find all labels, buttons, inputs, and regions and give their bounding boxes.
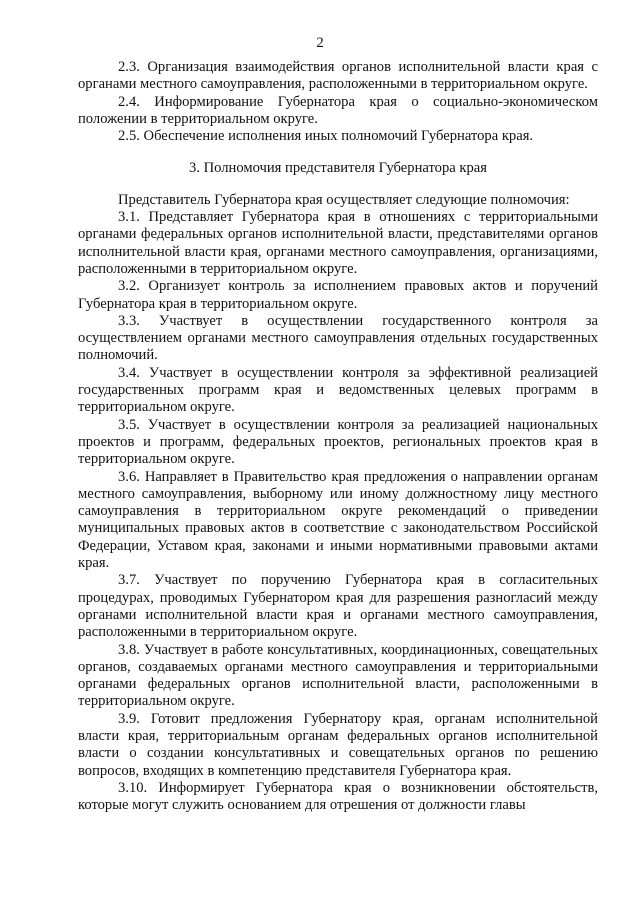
paragraph-3-8: 3.8. Участвует в работе консультативных, координационных, совещательных органов, создаваемых органами местного самоуправления и территориальными органами федеральных органов исполнительной власти, расположенными в территориальном округе.	[78, 641, 598, 710]
paragraph-3-9: 3.9. Готовит предложения Губернатору края, органам исполнительной власти края, территориальным органам федеральных органов исполнительной власти о создании консультативных и совещательных органов по решению вопросов, входящих в компетенцию представителя Губернатора края.	[78, 710, 598, 779]
page-number: 2	[316, 35, 324, 51]
section-heading: 3. Полномочия представителя Губернатора края	[189, 160, 487, 177]
paragraph-intro: Представитель Губернатора края осуществляет следующие полномочия:	[118, 191, 570, 208]
document-body	[78, 59, 598, 814]
paragraph-3-4: 3.4. Участвует в осуществлении контроля за эффективной реализацией государственных программ края и ведомственных целевых программ в территориальном округе.	[78, 364, 598, 416]
paragraph-2-5: 2.5. Обеспечение исполнения иных полномочий Губернатора края.	[118, 128, 534, 145]
paragraph-3-5: 3.5. Участвует в осуществлении контроля за реализацией национальных проектов и программ, федеральных проектов, региональных проектов края в территориальном округе.	[78, 416, 598, 468]
paragraph-3-2: 3.2. Организует контроль за исполнением правовых актов и поручений Губернатора края в территориальном округе.	[78, 278, 598, 312]
paragraph-3-3: 3.3. Участвует в осуществлении государственного контроля за осуществлением органами местного самоуправления отдельных государственных полномочий.	[78, 312, 598, 364]
paragraph-2-3: 2.3. Организация взаимодействия органов исполнительной власти края с органами местного самоуправления, расположенными в территориальном округе.	[78, 59, 598, 93]
paragraph-3-10: 3.10. Информирует Губернатора края о возникновении обстоятельств, которые могут служить основанием для отрешения от должности главы	[78, 779, 598, 814]
paragraph-3-1: 3.1. Представляет Губернатора края в отношениях с территориальными органами федеральных органов исполнительной власти, представителями органов исполнительной власти края, органами местного самоуправления, организациями, расположенными в территориальном округе.	[78, 209, 598, 277]
paragraph-3-7: 3.7. Участвует по поручению Губернатора края в согласительных процедурах, проводимых Губернатором края для разрешения разногласий между органами исполнительной власти края и органами местного самоуправления, расположенными в территориальном округе.	[78, 572, 598, 641]
paragraph-3-6: 3.6. Направляет в Правительство края предложения о направлении органам местного самоуправления, выборному или иному должностному лицу местного самоуправления в территориальном округе рекомендаций о приведении муниципальных правовых актов в соответствие с законодательством Российской Федерации, Уставом края, законами и иными нормативными правовыми актами края.	[78, 468, 598, 572]
paragraph-2-4: 2.4. Информирование Губернатора края о социально-экономическом положении в территориальном округе.	[78, 93, 598, 127]
